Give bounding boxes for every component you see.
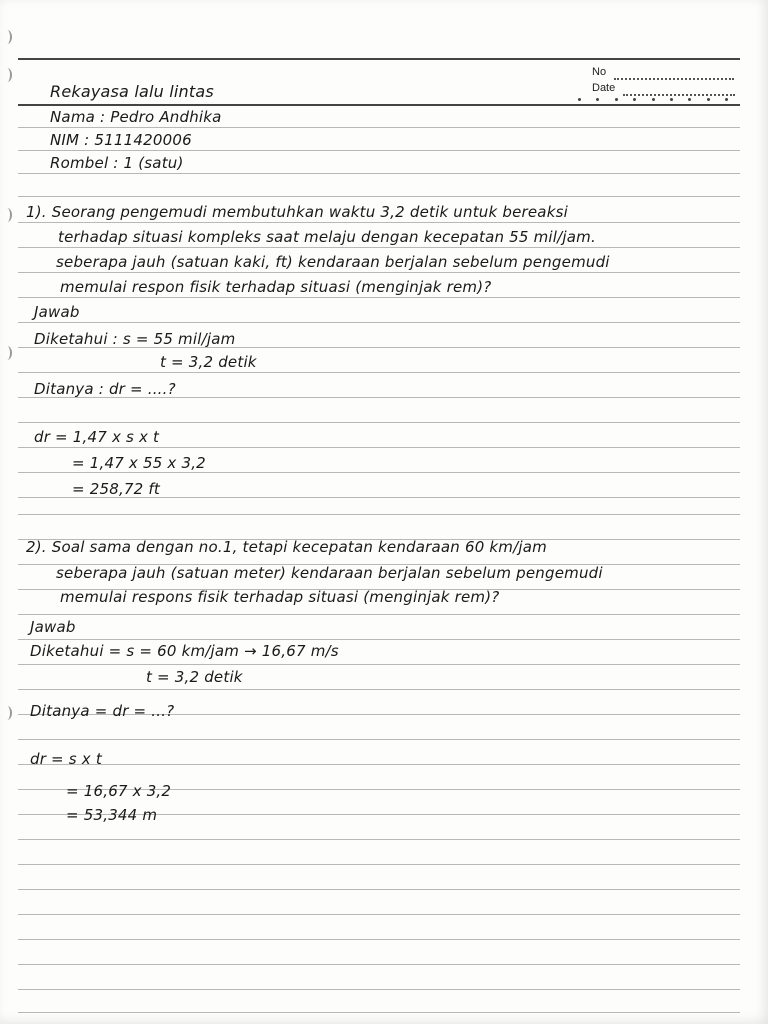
q2-line-2: seberapa jauh (satuan meter) kendaraan berjalan sebelum pengemudi — [56, 564, 603, 582]
q1-line-3: seberapa jauh (satuan kaki, ft) kendaraan berjalan sebelum pengemudi — [56, 253, 610, 271]
binder-hole-icon — [2, 706, 12, 720]
binder-hole-icon — [2, 346, 12, 360]
q2-diketahui-t: t = 3,2 detik — [146, 668, 243, 686]
q2-line-1: 2). Soal sama dengan no.1, tetapi kecepatan kendaraan 60 km/jam — [26, 538, 547, 556]
q2-step-3: = 53,344 m — [66, 806, 158, 824]
binder-hole-icon — [2, 208, 12, 222]
header-bottom-rule — [18, 104, 740, 106]
binder-hole-icon — [2, 30, 12, 44]
header-dot-row — [578, 98, 728, 101]
q1-line-1: 1). Seorang pengemudi membutuhkan waktu 3,2 detik untuk bereaksi — [26, 203, 568, 221]
binder-hole-icon — [2, 68, 12, 82]
q2-ditanya: Ditanya = dr = ...? — [30, 702, 175, 720]
q1-step-1: dr = 1,47 x s x t — [34, 428, 160, 446]
q1-jawab: Jawab — [34, 303, 80, 321]
course-title: Rekayasa lalu lintas — [50, 82, 214, 101]
q1-diketahui-s: Diketahui : s = 55 mil/jam — [34, 330, 236, 348]
q1-diketahui-t: t = 3,2 detik — [160, 353, 257, 371]
student-nim: NIM : 5111420006 — [50, 131, 192, 149]
q2-line-3: memulai respons fisik terhadap situasi (menginjak rem)? — [60, 588, 500, 606]
q1-step-3: = 258,72 ft — [72, 480, 160, 498]
no-date-box — [592, 64, 735, 96]
q2-jawab: Jawab — [30, 618, 76, 636]
q1-step-2: = 1,47 x 55 x 3,2 — [72, 454, 206, 472]
student-rombel: Rombel : 1 (satu) — [50, 154, 184, 172]
header-top-rule — [18, 58, 740, 60]
q2-step-2: = 16,67 x 3,2 — [66, 782, 172, 800]
q1-line-4: memulai respon fisik terhadap situasi (menginjak rem)? — [60, 278, 492, 296]
student-name: Nama : Pedro Andhika — [50, 108, 222, 126]
q1-ditanya: Ditanya : dr = ....? — [34, 380, 176, 398]
date-label: Date — [592, 82, 616, 94]
q2-step-1: dr = s x t — [30, 750, 102, 768]
q2-diketahui-s: Diketahui = s = 60 km/jam → 16,67 m/s — [30, 642, 339, 660]
no-label: No — [592, 66, 607, 78]
binder-holes — [0, 0, 14, 1024]
q1-line-2: terhadap situasi kompleks saat melaju dengan kecepatan 55 mil/jam. — [58, 228, 596, 246]
